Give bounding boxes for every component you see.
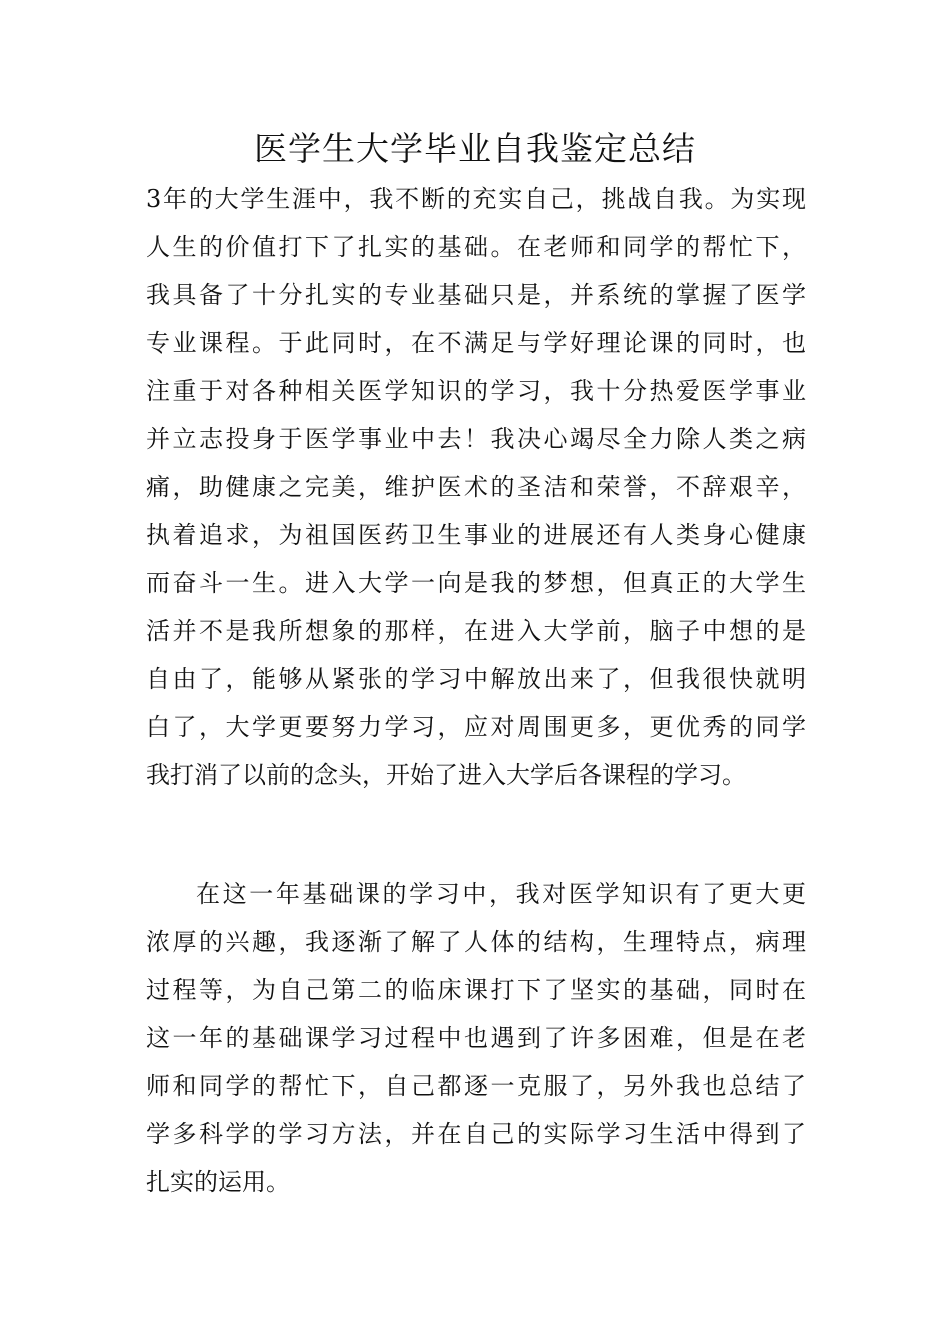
paragraph-line: 自由了，能够从紧张的学习中解放出来了，但我很快就明 xyxy=(146,665,806,693)
paragraph-line: 注重于对各种相关医学知识的学习，我十分热爱医学事业 xyxy=(146,377,806,405)
paragraph-line: 扎实的运用。 xyxy=(146,1168,290,1196)
paragraph-line: 我具备了十分扎实的专业基础只是，并系统的掌握了医学 xyxy=(146,281,806,309)
document-title: 医学生大学毕业自我鉴定总结 xyxy=(254,129,696,168)
paragraph-line: 人生的价值打下了扎实的基础。在老师和同学的帮忙下， xyxy=(146,233,806,261)
paragraph-line: 执着追求，为祖国医药卫生事业的进展还有人类身心健康 xyxy=(146,521,806,549)
paragraph-line: 学多科学的学习方法，并在自己的实际学习生活中得到了 xyxy=(146,1120,806,1148)
paragraph-line: 这一年的基础课学习过程中也遇到了许多困难，但是在老 xyxy=(146,1024,806,1052)
paragraph-line: 浓厚的兴趣，我逐渐了解了人体的结构，生理特点，病理 xyxy=(146,928,806,956)
paragraph-line: 3年的大学生涯中，我不断的充实自己，挑战自我。为实现 xyxy=(146,185,806,213)
paragraph-line: 过程等，为自己第二的临床课打下了坚实的基础，同时在 xyxy=(146,976,806,1004)
paragraph-line: 师和同学的帮忙下，自己都逐一克服了，另外我也总结了 xyxy=(146,1072,806,1100)
paragraph-line: 我打消了以前的念头，开始了进入大学后各课程的学习。 xyxy=(146,761,746,789)
paragraph-line: 在这一年基础课的学习中，我对医学知识有了更大更 xyxy=(196,880,806,908)
paragraph-line: 而奋斗一生。进入大学一向是我的梦想，但真正的大学生 xyxy=(146,569,806,597)
paragraph-line: 并立志投身于医学事业中去！我决心竭尽全力除人类之病 xyxy=(146,425,806,453)
paragraph-line: 专业课程。于此同时，在不满足与学好理论课的同时，也 xyxy=(146,329,806,357)
paragraph-2 xyxy=(146,870,806,1206)
paragraph-line: 活并不是我所想象的那样，在进入大学前，脑子中想的是 xyxy=(146,617,806,645)
paragraph-line: 白了，大学更要努力学习，应对周围更多，更优秀的同学 xyxy=(146,713,806,741)
paragraph-line: 痛，助健康之完美，维护医术的圣洁和荣誉，不辞艰辛， xyxy=(146,473,806,501)
paragraph-1 xyxy=(146,175,806,799)
